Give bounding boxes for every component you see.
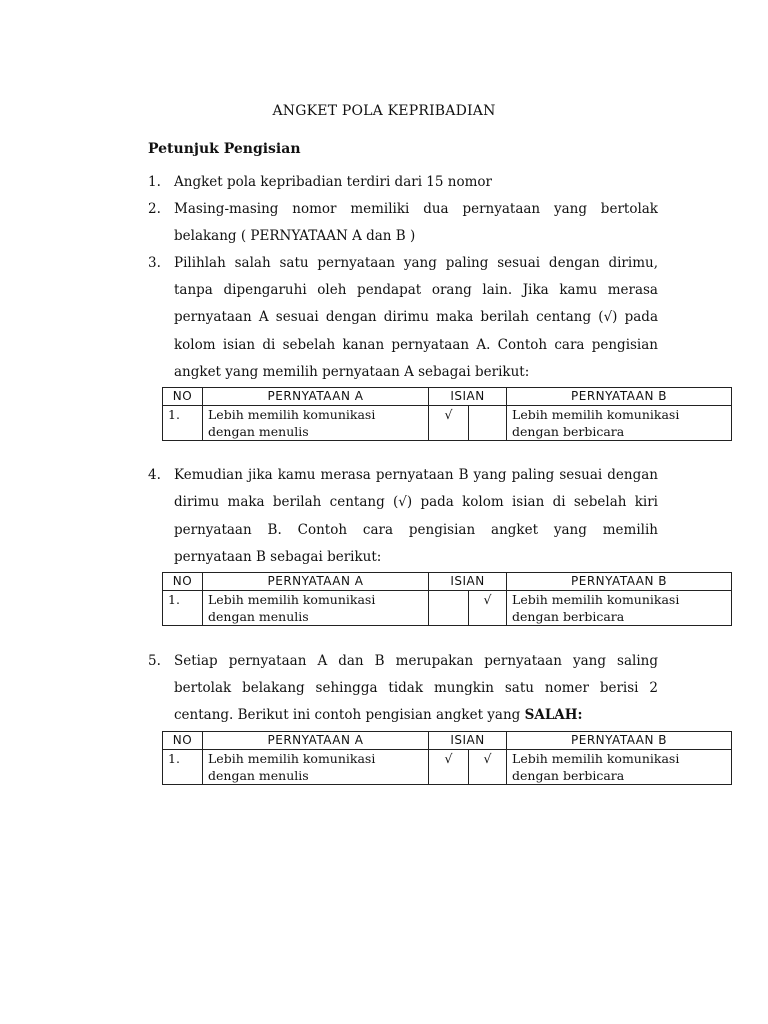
- item-text: Kemudian jika kamu merasa pernyataan B yang paling sesuai dengan dirimu maka berilah centang (√) pada kolom isian di sebelah kiri pernyataan B. Contoh cara pengisian angket yang memilih pernyataan B sebagai berikut:: [174, 467, 658, 566]
- statement-b: Lebih memilih komunikasi dengan berbicara: [507, 750, 732, 785]
- instructions-heading: Petunjuk Pengisian: [148, 141, 301, 157]
- header-no: NO: [163, 388, 203, 406]
- table-row: [163, 406, 732, 441]
- header-no: NO: [163, 732, 203, 750]
- header-statement-a: PERNYATAAN A: [203, 573, 429, 591]
- statement-a: Lebih memilih komunikasi dengan menulis: [203, 591, 429, 626]
- item-text: Angket pola kepribadian terdiri dari 15 nomor: [174, 174, 492, 190]
- table-header-row: [163, 573, 732, 591]
- item-number: 2.: [148, 201, 161, 217]
- statement-b: Lebih memilih komunikasi dengan berbicara: [507, 591, 732, 626]
- example-table-1: [162, 387, 732, 441]
- statement-a: Lebih memilih komunikasi dengan menulis: [203, 406, 429, 441]
- instruction-item-5: [148, 648, 658, 729]
- item-number: 1.: [148, 174, 161, 190]
- item-number: 4.: [148, 467, 161, 483]
- item-text: [174, 648, 658, 729]
- check-a-cell: √: [429, 750, 469, 785]
- statement-b: Lebih memilih komunikasi dengan berbicara: [507, 406, 732, 441]
- instruction-item-4: [148, 462, 658, 572]
- item-text: Pilihlah salah satu pernyataan yang paling sesuai dengan dirimu, tanpa dipengaruhi oleh pendapat orang lain. Jika kamu merasa pernyataan A sesuai dengan dirimu maka berilah centang (√) pada kolom isian di sebelah kanan pernyataan A. Contoh cara pengisian angket yang memilih pernyataan A sebagai berikut:: [174, 255, 658, 380]
- table-row: [163, 750, 732, 785]
- header-isian: ISIAN: [429, 573, 507, 591]
- header-isian: ISIAN: [429, 732, 507, 750]
- emphasis-salah: SALAH: [524, 707, 578, 723]
- example-table-3: [162, 731, 732, 785]
- instruction-item-1: [148, 169, 658, 196]
- row-number: 1.: [163, 591, 203, 626]
- document-title: ANGKET POLA KEPRIBADIAN: [272, 103, 496, 119]
- table-row: [163, 591, 732, 626]
- statement-a: Lebih memilih komunikasi dengan menulis: [203, 750, 429, 785]
- check-a-cell: [429, 591, 469, 626]
- row-number: 1.: [163, 406, 203, 441]
- header-statement-b: PERNYATAAN B: [507, 388, 732, 406]
- instruction-item-2: [148, 196, 658, 250]
- check-a-cell: √: [429, 406, 469, 441]
- check-b-cell: √: [469, 750, 507, 785]
- check-b-cell: √: [469, 591, 507, 626]
- item-text-main: Setiap pernyataan A dan B merupakan pernyataan yang saling bertolak belakang sehingga tidak mungkin satu nomer berisi 2 centang. Berikut ini contoh pengisian angket yang: [174, 653, 658, 723]
- item-text: Masing-masing nomor memiliki dua pernyataan yang bertolak belakang ( PERNYATAAN A dan B ): [174, 201, 658, 244]
- item-number: 5.: [148, 653, 161, 669]
- instruction-item-3: [148, 250, 658, 386]
- header-no: NO: [163, 573, 203, 591]
- header-statement-a: PERNYATAAN A: [203, 732, 429, 750]
- header-statement-b: PERNYATAAN B: [507, 573, 732, 591]
- header-isian: ISIAN: [429, 388, 507, 406]
- row-number: 1.: [163, 750, 203, 785]
- header-statement-b: PERNYATAAN B: [507, 732, 732, 750]
- header-statement-a: PERNYATAAN A: [203, 388, 429, 406]
- table-header-row: [163, 388, 732, 406]
- example-table-2: [162, 572, 732, 626]
- check-b-cell: [469, 406, 507, 441]
- table-header-row: [163, 732, 732, 750]
- item-text-colon: :: [577, 707, 583, 723]
- item-number: 3.: [148, 255, 161, 271]
